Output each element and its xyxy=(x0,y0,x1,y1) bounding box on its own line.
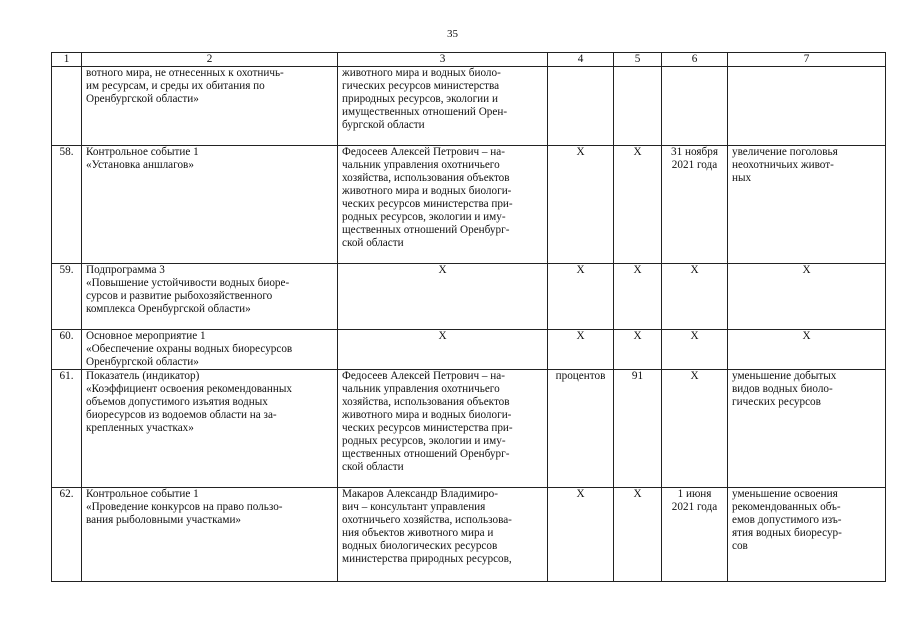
cell-line: емов допустимого изъ- xyxy=(732,514,842,526)
deadline-cell xyxy=(662,488,728,582)
cell-line: «Установка аншлагов» xyxy=(86,159,194,171)
cell-line: объемов допустимого изъятия водных xyxy=(86,396,268,408)
cell-line: 2021 года xyxy=(671,501,718,513)
cell-line: имущественных отношений Орен- xyxy=(342,106,508,118)
cell-line: животного мира и водных биологи- xyxy=(342,409,512,421)
cell-line: Показатель (индикатор) xyxy=(86,370,200,382)
table-row xyxy=(52,146,886,264)
value-cell xyxy=(614,67,662,146)
cell-line: ческих ресурсов министерства при- xyxy=(342,422,513,434)
cell-line: неохотничьих живот- xyxy=(732,159,834,171)
column-header: 1 xyxy=(52,53,82,67)
responsible-cell xyxy=(338,488,548,582)
cell-line: Оренбургской области» xyxy=(86,93,199,105)
cell-line: рекомендованных объ- xyxy=(732,501,841,513)
cell-line: ской области xyxy=(342,461,404,473)
cell-line: родных ресурсов, экологии и иму- xyxy=(342,211,506,223)
row-number: 61. xyxy=(52,370,82,488)
cell-line: министерства природных ресурсов, xyxy=(342,553,512,565)
cell-line: Х xyxy=(438,330,447,342)
column-header: 7 xyxy=(728,53,886,67)
cell-line: хозяйства, использования объектов xyxy=(342,172,510,184)
cell-line: щественных отношений Оренбург- xyxy=(342,448,510,460)
cell-line: 1 июня xyxy=(677,488,712,500)
cell-line: «Обеспечение охраны водных биоресурсов xyxy=(86,343,293,355)
table-row xyxy=(52,67,886,146)
cell-line: Х xyxy=(802,264,811,276)
cell-line: сурсов и развитие рыбохозяйственного xyxy=(86,290,273,302)
cell-line: природных ресурсов, экологии и xyxy=(342,93,498,105)
deadline-cell xyxy=(662,146,728,264)
cell-line: Х xyxy=(690,330,699,342)
result-cell xyxy=(728,264,886,330)
cell-line: уменьшение освоения xyxy=(732,488,838,500)
value-cell: Х xyxy=(614,146,662,264)
table-row xyxy=(52,488,886,582)
cell-line: родных ресурсов, экологии и иму- xyxy=(342,435,506,447)
row-number: 59. xyxy=(52,264,82,330)
cell-line: животного мира и водных биоло- xyxy=(342,67,501,79)
unit-cell: Х xyxy=(548,264,614,330)
page-number: 35 xyxy=(447,28,458,40)
cell-line: им ресурсам, и среды их обитания по xyxy=(86,80,265,92)
cell-line: животного мира и водных биологи- xyxy=(342,185,512,197)
column-header: 6 xyxy=(662,53,728,67)
cell-line: вания рыболовными участками» xyxy=(86,514,242,526)
responsible-cell xyxy=(338,264,548,330)
cell-line: Основное мероприятие 1 xyxy=(86,330,206,342)
cell-line: ческих ресурсов министерства при- xyxy=(342,198,513,210)
value-cell: 91 xyxy=(614,370,662,488)
table-row xyxy=(52,330,886,370)
event-name-cell xyxy=(82,370,338,488)
header-row xyxy=(52,53,886,67)
responsible-cell xyxy=(338,370,548,488)
cell-line: бургской области xyxy=(342,119,425,131)
table-row xyxy=(52,264,886,330)
cell-line: Оренбургской области» xyxy=(86,356,199,368)
cell-line: 31 ноября xyxy=(671,146,718,158)
result-cell xyxy=(728,488,886,582)
column-header: 3 xyxy=(338,53,548,67)
responsible-cell xyxy=(338,67,548,146)
unit-cell: Х xyxy=(548,330,614,370)
cell-line: биоресурсов из водоемов области на за- xyxy=(86,409,277,421)
event-name-cell xyxy=(82,488,338,582)
cell-line: Х xyxy=(438,264,447,276)
cell-line: ятия водных биоресур- xyxy=(732,527,842,539)
deadline-cell xyxy=(662,264,728,330)
cell-line: Контрольное событие 1 xyxy=(86,146,199,158)
row-number xyxy=(52,67,82,146)
cell-line: уменьшение добытых xyxy=(732,370,837,382)
unit-cell: Х xyxy=(548,146,614,264)
column-header: 5 xyxy=(614,53,662,67)
value-cell: Х xyxy=(614,264,662,330)
cell-line: Федосеев Алексей Петрович – на- xyxy=(342,370,505,382)
unit-cell: Х xyxy=(548,488,614,582)
column-header: 2 xyxy=(82,53,338,67)
deadline-cell xyxy=(662,67,728,146)
cell-line: охотничьего хозяйства, использова- xyxy=(342,514,512,526)
result-cell xyxy=(728,330,886,370)
cell-line: увеличение поголовья xyxy=(732,146,838,158)
cell-line: сов xyxy=(732,540,748,552)
value-cell: Х xyxy=(614,330,662,370)
deadline-cell xyxy=(662,370,728,488)
cell-line: чальник управления охотничьего xyxy=(342,383,500,395)
cell-line: ния объектов животного мира и xyxy=(342,527,494,539)
row-number: 58. xyxy=(52,146,82,264)
result-cell xyxy=(728,67,886,146)
event-name-cell xyxy=(82,330,338,370)
unit-cell xyxy=(548,67,614,146)
cell-line: вотного мира, не отнесенных к охотничь- xyxy=(86,67,284,79)
cell-line: ных xyxy=(732,172,752,184)
row-number: 62. xyxy=(52,488,82,582)
cell-line: комплекса Оренбургской области» xyxy=(86,303,251,315)
cell-line: «Повышение устойчивости водных биоре- xyxy=(86,277,290,289)
row-number: 60. xyxy=(52,330,82,370)
column-header: 4 xyxy=(548,53,614,67)
unit-cell: процентов xyxy=(548,370,614,488)
cell-line: ской области xyxy=(342,237,404,249)
cell-line: Х xyxy=(690,264,699,276)
cell-line: Х xyxy=(690,370,699,382)
cell-line: вич – консультант управления xyxy=(342,501,486,513)
responsible-cell xyxy=(338,146,548,264)
result-cell xyxy=(728,146,886,264)
cell-line: чальник управления охотничьего xyxy=(342,159,500,171)
cell-line: Контрольное событие 1 xyxy=(86,488,199,500)
cell-line: гических ресурсов xyxy=(732,396,821,408)
cell-line: видов водных биоло- xyxy=(732,383,833,395)
deadline-cell xyxy=(662,330,728,370)
value-cell: Х xyxy=(614,488,662,582)
responsible-cell xyxy=(338,330,548,370)
cell-line: хозяйства, использования объектов xyxy=(342,396,510,408)
cell-line: щественных отношений Оренбург- xyxy=(342,224,510,236)
table-row xyxy=(52,370,886,488)
cell-line: 2021 года xyxy=(671,159,718,171)
cell-line: Федосеев Алексей Петрович – на- xyxy=(342,146,505,158)
cell-line: «Коэффициент освоения рекомендованных xyxy=(86,383,292,395)
event-name-cell xyxy=(82,146,338,264)
cell-line: Х xyxy=(802,330,811,342)
event-name-cell xyxy=(82,67,338,146)
program-table xyxy=(51,52,886,582)
cell-line: «Проведение конкурсов на право пользо- xyxy=(86,501,283,513)
cell-line: водных биологических ресурсов xyxy=(342,540,498,552)
cell-line: крепленных участках» xyxy=(86,422,194,434)
result-cell xyxy=(728,370,886,488)
cell-line: Подпрограмма 3 xyxy=(86,264,165,276)
cell-line: гических ресурсов министерства xyxy=(342,80,500,92)
cell-line: Макаров Александр Владимиро- xyxy=(342,488,499,500)
event-name-cell xyxy=(82,264,338,330)
